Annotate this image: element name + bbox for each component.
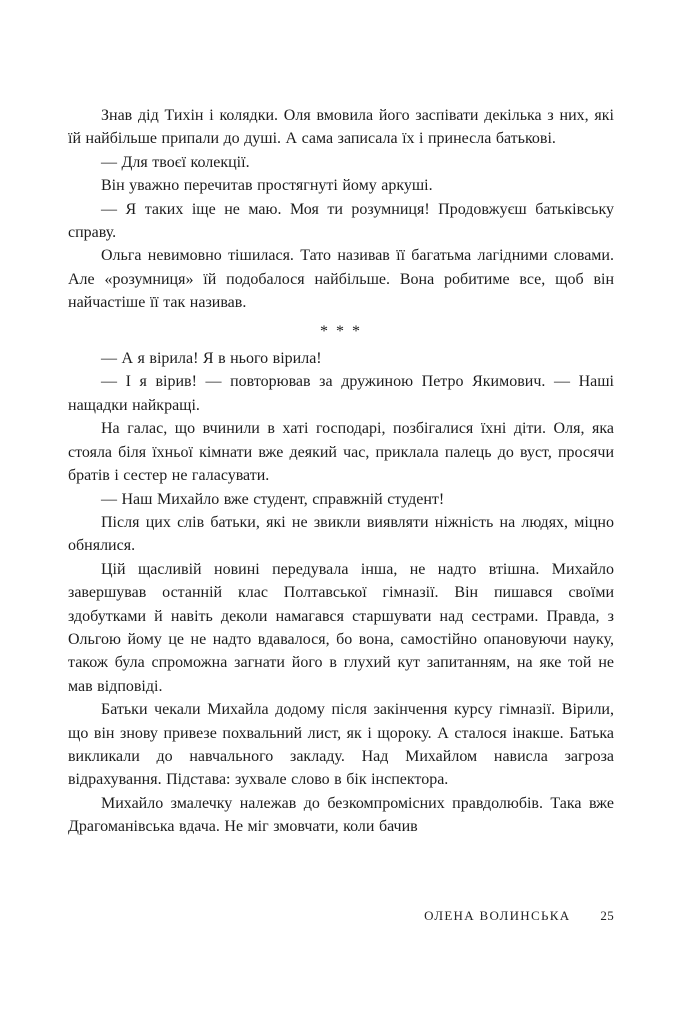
paragraph: На галас, що вчинили в хаті господарі, позбігалися їхні діти. Оля, яка стояла біля їхньої кімнати вже деякий час, приклала палець до вуст, просячи братів і сестер не галасувати. [68, 420, 614, 485]
paragraph: Цій щасливій новині передувала інша, не надто втішна. Михайло завершував останній клас Полтавської гімназії. Він пишався своїми здобутками й навіть деколи намагався старшувати над сестрами. Правда, з Ольгою йому це не надто вдавалося, бо вона, самостійно опановуючи науку, також була спроможна загнати його в глухий кут запитанням, на яке той не мав відповіді. [68, 560, 614, 695]
paragraph: Він уважно перечитав простягнуті йому аркуші. [101, 177, 433, 195]
paragraph: Ольга невимовно тішилася. Тато називав її багатьма лагідними словами. Але «розумниця» їй подобалося найбільше. Вона робитиме все, щоб він найчастіше її так називав. [68, 247, 614, 312]
page-footer [68, 908, 614, 924]
paragraph: — Для твоєї колекції. [101, 153, 250, 171]
paragraph: Після цих слів батьки, які не звикли виявляти ніжність на людях, міцно обнялися. [68, 513, 614, 555]
page-body [68, 104, 614, 839]
paragraph: Батьки чекали Михайла додому після закінчення курсу гімназії. Вірили, що він знову привезе похвальний лист, як і щороку. А сталося інакше. Батька викликали до навчального закладу. Над Михайлом нависла загроза відрахування. Підстава: зухвале слово в бік інспектора. [68, 701, 614, 789]
section-separator: * * * [320, 322, 362, 340]
paragraph: — А я вірила! Я в нього вірила! [101, 350, 322, 368]
footer-page-number: 25 [600, 908, 614, 923]
paragraph: — І я вірив! — повторював за дружиною Петро Якимович. — Наші нащадки найкращі. [68, 373, 614, 414]
paragraph: Знав дід Тихін і колядки. Оля вмовила його заспівати декілька з них, які їй найбільше припали до душі. А сама записала їх і принесла батькові. [68, 107, 614, 148]
footer-author: ОЛЕНА ВОЛИНСЬКА [424, 908, 571, 923]
paragraph: Михайло змалечку належав до безкомпромісних правдолюбів. Така вже Драгоманівська вдача. Не міг змовчати, коли бачив [68, 794, 614, 836]
paragraph: — Наш Михайло вже студент, справжній студент! [101, 490, 445, 508]
paragraph: — Я таких іще не маю. Моя ти розумниця! Продовжуєш батьківську справу. [68, 200, 614, 242]
